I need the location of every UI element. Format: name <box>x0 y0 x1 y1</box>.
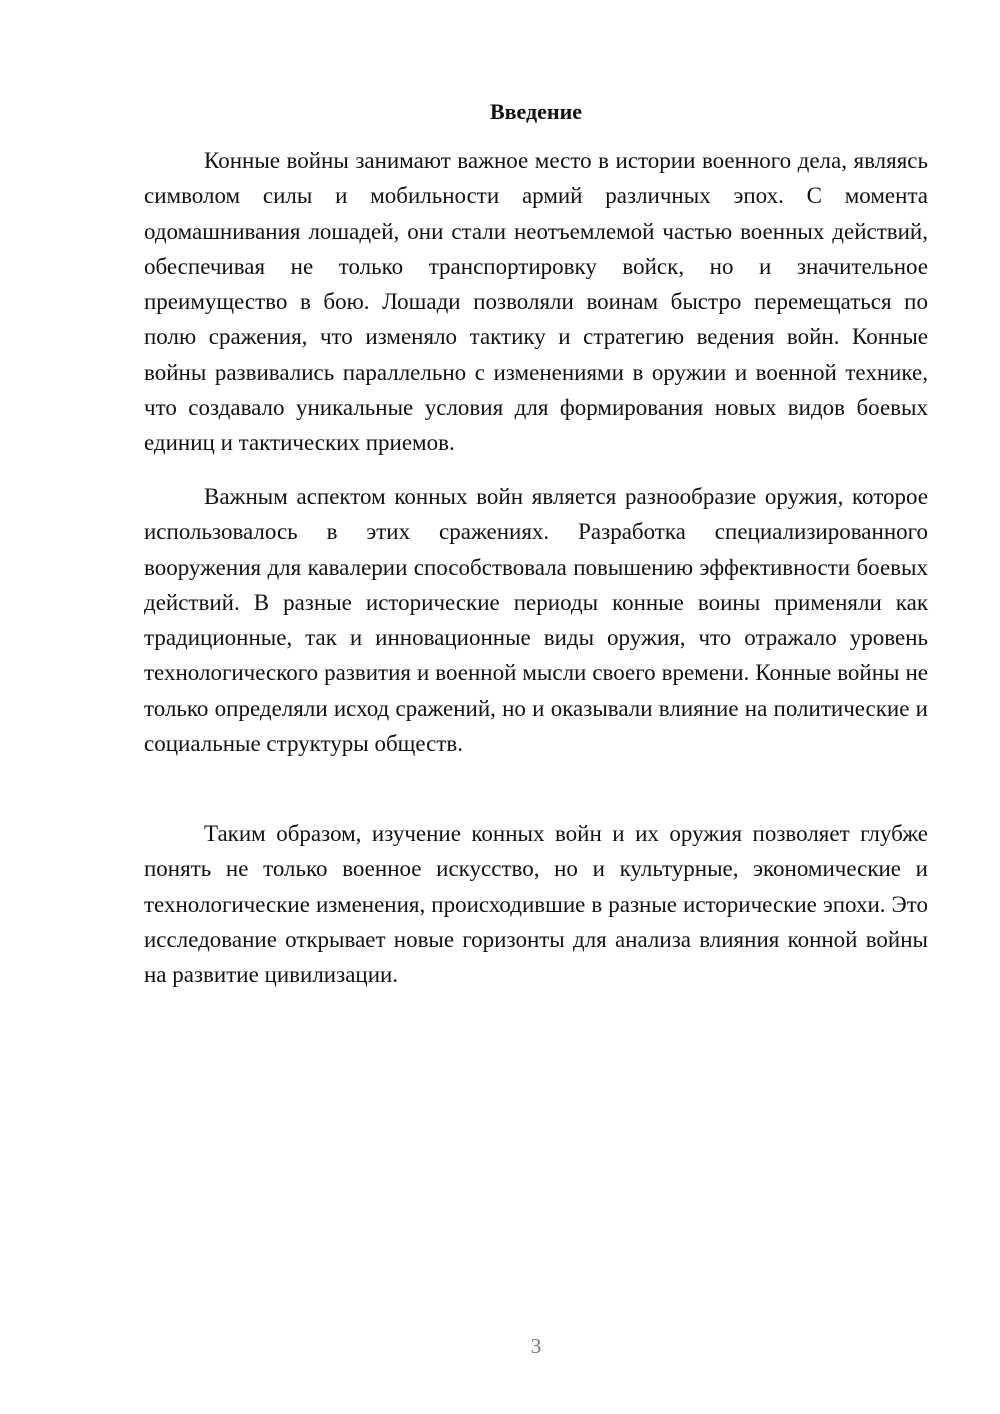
paragraph-2: Важным аспектом конных войн является разнообразие оружия, которое использовалось в этих сражениях. Разработка специализированного вооружения для кавалерии способствовала повышению эффективности боевых действий. В разные исторические периоды конные воины применяли как традиционные, так и инновационные виды оружия, что отражало уровень технологического развития и военной мысли своего времени. Конные войны не только определяли исход сражений, но и оказывали влияние на политические и социальные структуры обществ. <box>144 484 928 757</box>
section-title: Введение <box>489 99 583 124</box>
page-number: 3 <box>530 1334 542 1358</box>
paragraph-3: Таким образом, изучение конных войн и их оружия позволяет глубже понять не только военное искусство, но и культурные, экономические и технологические изменения, происходившие в разные исторические эпохи. Это исследование открывает новые горизонты для анализа влияния конной войны на развитие цивилизации. <box>144 821 928 988</box>
paragraph-1: Конные войны занимают важное место в истории военного дела, являясь символом силы и мобильности армий различных эпох. С момента одомашнивания лошадей, они стали неотъемлемой частью военных действий, обеспечивая не только транспортировку войск, но и значительное преимущество в бою. Лошади позволяли воинам быстро перемещаться по полю сражения, что изменяло тактику и стратегию ведения войн. Конные войны развивались параллельно с изменениями в оружии и военной технике, что создавало уникальные условия для формирования новых видов боевых единиц и тактических приемов. <box>144 148 928 456</box>
